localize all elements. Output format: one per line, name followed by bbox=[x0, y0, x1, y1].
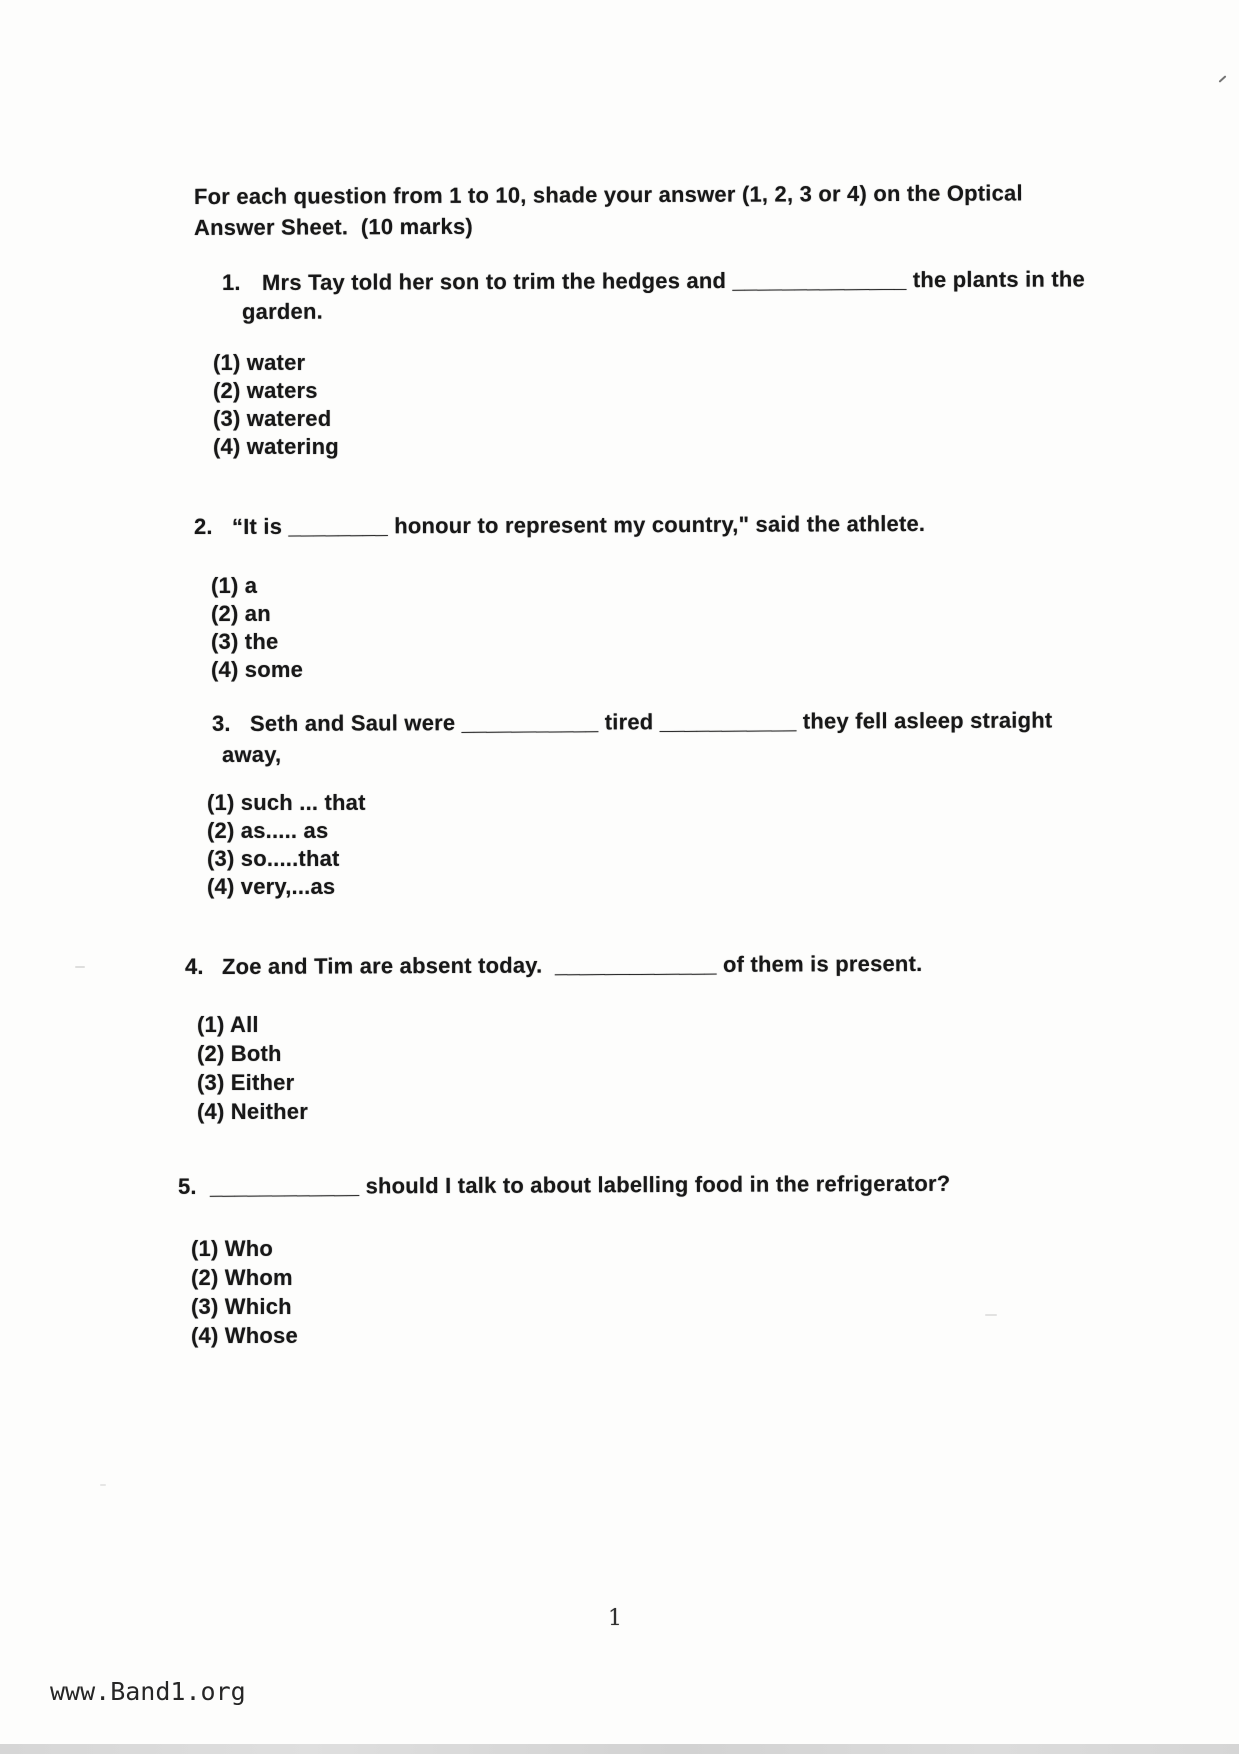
question-line: Seth and Saul were ___________ tired ___________ they fell asleep straight bbox=[249, 707, 1053, 736]
instructions-line: For each question from 1 to 10, shade your answer (1, 2, 3 or 4) on the Optical bbox=[193, 180, 1023, 209]
option-item: (4) very,...as bbox=[207, 874, 336, 899]
question-line: ____________ should I talk to about labelling food in the refrigerator? bbox=[209, 1170, 951, 1199]
option-item: (4) some bbox=[211, 657, 304, 682]
scanner-edge-bar bbox=[0, 1744, 1239, 1754]
option-item: (3) watered bbox=[213, 406, 332, 431]
options-list bbox=[207, 789, 366, 901]
option-item: (2) waters bbox=[213, 378, 318, 403]
option-item: (4) Neither bbox=[197, 1099, 308, 1124]
question-number: 5. bbox=[178, 1174, 197, 1199]
option-item: (3) the bbox=[211, 629, 279, 654]
question-number: 4. bbox=[185, 954, 204, 979]
question-number: 3. bbox=[212, 711, 231, 736]
option-item: (1) water bbox=[213, 350, 306, 375]
page-number: 1 bbox=[608, 1606, 622, 1631]
option-item: (4) watering bbox=[213, 434, 339, 459]
option-item: (1) Who bbox=[191, 1236, 274, 1261]
footer-url: www.Band1.org bbox=[50, 1677, 246, 1706]
options-list bbox=[191, 1234, 298, 1350]
scan-artifact-speck bbox=[985, 1314, 997, 1316]
option-item: (1) a bbox=[211, 573, 258, 598]
question-number: 1. bbox=[222, 270, 241, 295]
options-list bbox=[213, 349, 339, 461]
instructions-line: Answer Sheet. (10 marks) bbox=[193, 213, 473, 240]
option-item: (3) Which bbox=[191, 1294, 292, 1319]
option-item: (1) such ... that bbox=[207, 790, 366, 815]
question-number: 2. bbox=[194, 514, 213, 539]
option-item: (3) so.....that bbox=[207, 846, 340, 871]
option-item: (2) as..... as bbox=[207, 818, 329, 843]
option-item: (3) Either bbox=[197, 1070, 295, 1095]
question-line: Mrs Tay told her son to trim the hedges and ______________ the plants in the bbox=[261, 266, 1085, 295]
question-line: Zoe and Tim are absent today. _____________ of them is present. bbox=[221, 950, 923, 979]
scan-artifact-speck bbox=[75, 966, 85, 968]
question-line: away, bbox=[221, 741, 282, 767]
option-item: (4) Whose bbox=[191, 1323, 298, 1348]
option-item: (2) Both bbox=[197, 1041, 282, 1066]
option-item: (2) Whom bbox=[191, 1265, 293, 1290]
scan-artifact-speck bbox=[100, 1484, 106, 1486]
question-line: garden. bbox=[241, 298, 323, 324]
options-list bbox=[211, 572, 303, 684]
option-item: (1) All bbox=[197, 1012, 259, 1037]
question-line: “It is ________ honour to represent my country," said the athlete. bbox=[231, 510, 926, 539]
option-item: (2) an bbox=[211, 601, 271, 626]
options-list bbox=[197, 1010, 308, 1126]
